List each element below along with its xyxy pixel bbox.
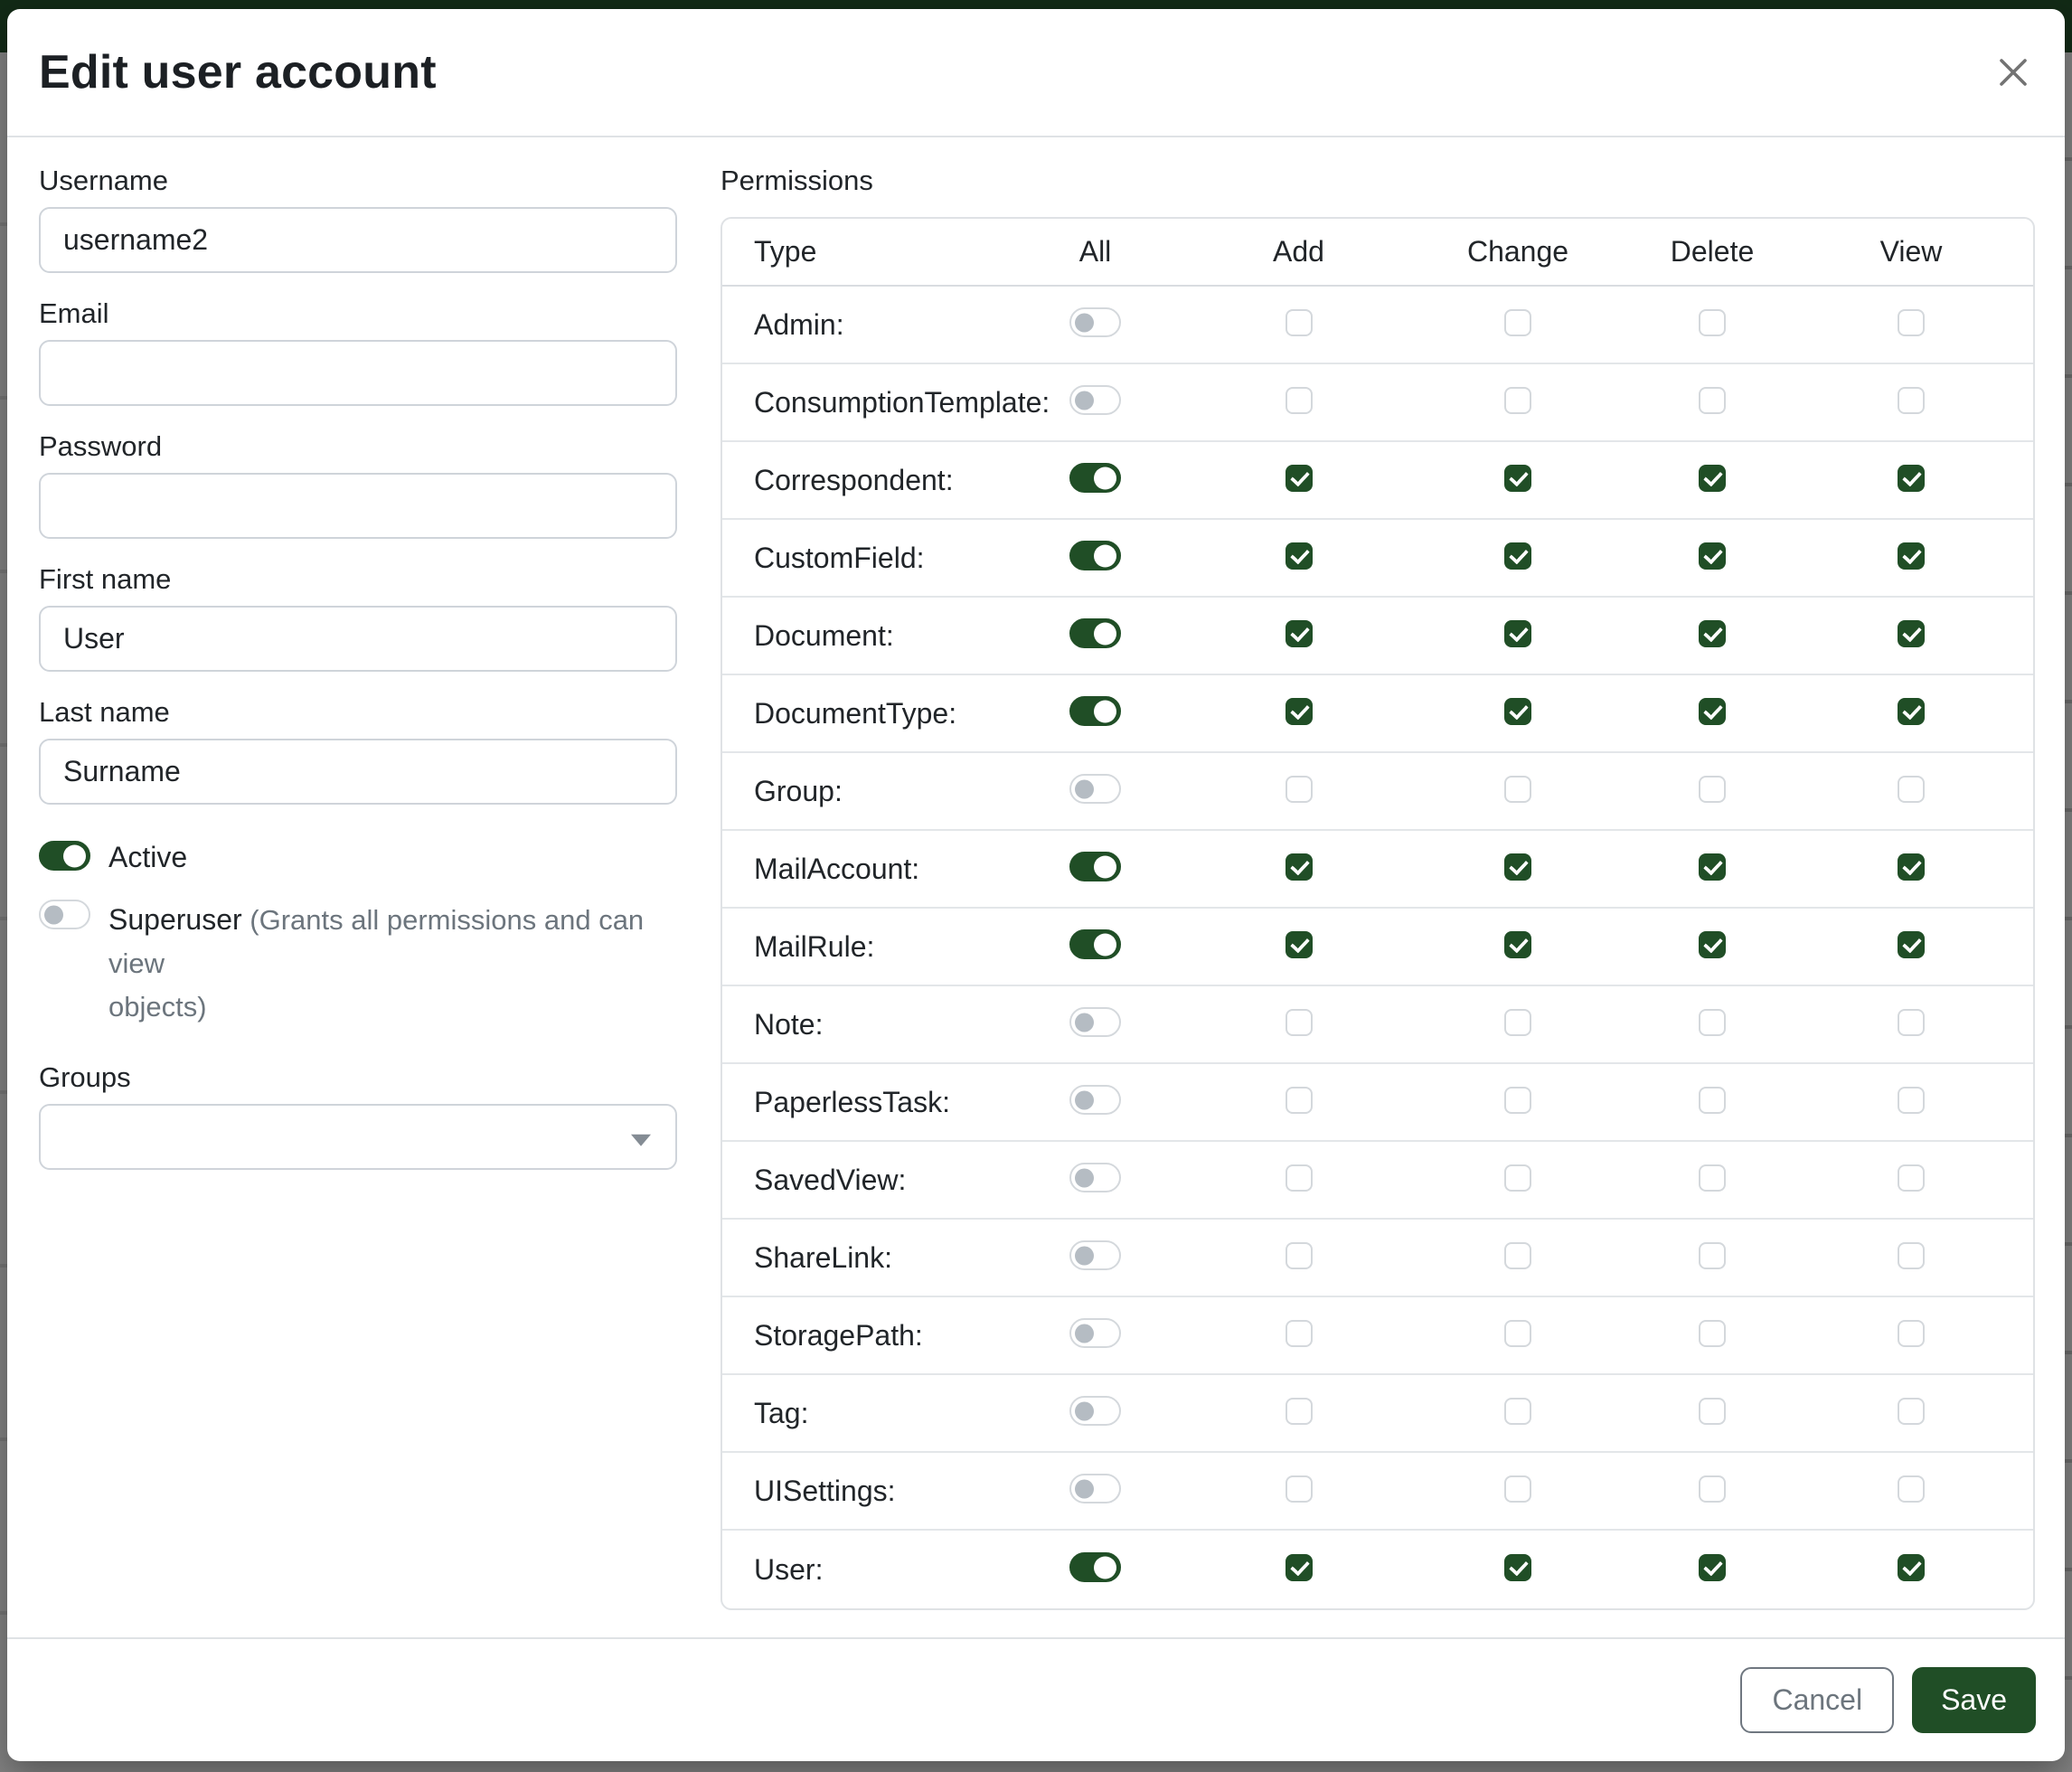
column-header-all: All [1078, 235, 1112, 268]
permission-row [722, 1064, 2033, 1142]
change-checkbox[interactable] [1504, 1009, 1531, 1036]
delete-checkbox[interactable] [1699, 1009, 1726, 1036]
chevron-down-icon [631, 1134, 651, 1145]
permission-row [722, 986, 2033, 1064]
active-row [39, 839, 677, 876]
last-name-field-group [39, 696, 677, 805]
change-checkbox[interactable] [1504, 620, 1531, 647]
edit-user-modal [7, 9, 2065, 1761]
permission-type-label: StoragePath: [754, 1318, 923, 1352]
view-checkbox[interactable] [1898, 542, 1925, 570]
email-field[interactable] [39, 340, 677, 406]
add-checkbox[interactable] [1286, 776, 1313, 803]
modal-header [7, 9, 2065, 137]
toggle-knob [1094, 700, 1116, 722]
delete-checkbox[interactable] [1699, 1554, 1726, 1581]
permission-type-label: Group: [754, 774, 843, 807]
view-checkbox[interactable] [1898, 698, 1925, 725]
permission-row [722, 1220, 2033, 1297]
permission-type-label: ConsumptionTemplate: [754, 385, 1050, 419]
all-toggle[interactable] [1069, 541, 1121, 570]
toggle-knob [1075, 1246, 1094, 1265]
toggle-knob [1075, 1168, 1094, 1187]
change-checkbox[interactable] [1504, 1475, 1531, 1503]
superuser-toggle[interactable] [39, 900, 90, 929]
permissions-header-row [722, 219, 2033, 287]
first-name-field-group [39, 563, 677, 672]
change-checkbox[interactable] [1504, 1398, 1531, 1425]
add-checkbox[interactable] [1286, 1164, 1313, 1192]
superuser-text [108, 898, 651, 1029]
active-toggle[interactable] [39, 841, 90, 871]
permission-row [722, 831, 2033, 909]
change-checkbox[interactable] [1504, 387, 1531, 414]
cancel-button[interactable]: Cancel [1740, 1667, 1894, 1733]
toggle-knob [63, 844, 86, 867]
groups-field-group [39, 1061, 677, 1170]
modal-footer [7, 1637, 2065, 1761]
permission-type-label: Document: [754, 618, 894, 652]
delete-checkbox[interactable] [1699, 1398, 1726, 1425]
permission-type-label: PaperlessTask: [754, 1085, 950, 1118]
add-checkbox[interactable] [1286, 1242, 1313, 1269]
all-toggle[interactable] [1069, 618, 1121, 648]
dimmed-page-left-strip [0, 52, 7, 1772]
password-field[interactable] [39, 473, 677, 539]
password-field-group [39, 430, 677, 539]
all-toggle[interactable] [1069, 1552, 1121, 1582]
view-checkbox[interactable] [1898, 1242, 1925, 1269]
delete-checkbox[interactable] [1699, 1320, 1726, 1347]
view-checkbox[interactable] [1898, 1320, 1925, 1347]
add-checkbox[interactable] [1286, 853, 1313, 881]
permission-type-label: Admin: [754, 307, 844, 341]
view-checkbox[interactable] [1898, 387, 1925, 414]
delete-checkbox[interactable] [1699, 1164, 1726, 1192]
delete-checkbox[interactable] [1699, 1242, 1726, 1269]
all-toggle[interactable] [1069, 696, 1121, 726]
view-checkbox[interactable] [1898, 776, 1925, 803]
permission-type-label: DocumentType: [754, 696, 957, 730]
add-checkbox[interactable] [1286, 1554, 1313, 1581]
toggle-knob [1075, 1401, 1094, 1420]
change-checkbox[interactable] [1504, 776, 1531, 803]
toggle-knob [1094, 1556, 1116, 1579]
permission-type-label: MailAccount: [754, 852, 920, 885]
all-toggle[interactable] [1069, 463, 1121, 493]
password-label: Password [39, 430, 163, 462]
toggle-knob [1094, 855, 1116, 878]
permission-row [722, 675, 2033, 753]
groups-label: Groups [39, 1061, 131, 1093]
permission-row [722, 1142, 2033, 1220]
add-checkbox[interactable] [1286, 1087, 1313, 1114]
toggle-knob [1075, 1013, 1094, 1032]
permission-row [722, 753, 2033, 831]
username-field-group [39, 165, 677, 273]
delete-checkbox[interactable] [1699, 1087, 1726, 1114]
superuser-note-line1: (Grants all permissions and can view [108, 904, 645, 979]
toggle-knob [1094, 622, 1116, 645]
save-button[interactable]: Save [1912, 1667, 2036, 1733]
close-icon[interactable] [1989, 48, 2038, 97]
add-checkbox[interactable] [1286, 1009, 1313, 1036]
view-checkbox[interactable] [1898, 1087, 1925, 1114]
all-toggle[interactable] [1069, 852, 1121, 881]
last-name-label: Last name [39, 696, 170, 728]
delete-checkbox[interactable] [1699, 465, 1726, 492]
permission-type-label: Tag: [754, 1396, 809, 1429]
add-checkbox[interactable] [1286, 1475, 1313, 1503]
permission-row [722, 287, 2033, 364]
modal-body [7, 137, 2065, 1637]
superuser-label: Superuser [108, 903, 242, 936]
email-label: Email [39, 297, 109, 329]
change-checkbox[interactable] [1504, 309, 1531, 336]
first-name-field[interactable] [39, 606, 677, 672]
permission-row [722, 520, 2033, 598]
all-toggle[interactable] [1069, 774, 1121, 804]
toggle-knob [1075, 779, 1094, 798]
permission-type-label: MailRule: [754, 929, 875, 963]
permissions-rows [722, 287, 2033, 1608]
change-checkbox[interactable] [1504, 1242, 1531, 1269]
add-checkbox[interactable] [1286, 309, 1313, 336]
username-input[interactable] [39, 207, 677, 273]
groups-select[interactable] [39, 1104, 677, 1170]
view-checkbox[interactable] [1898, 1164, 1925, 1192]
add-checkbox[interactable] [1286, 620, 1313, 647]
toggle-knob [1075, 1479, 1094, 1498]
all-toggle[interactable] [1069, 929, 1121, 959]
change-checkbox[interactable] [1504, 1087, 1531, 1114]
view-checkbox[interactable] [1898, 1475, 1925, 1503]
permission-type-label: Note: [754, 1007, 824, 1041]
toggle-knob [1094, 544, 1116, 567]
permission-type-label: UISettings: [754, 1474, 896, 1507]
change-checkbox[interactable] [1504, 698, 1531, 725]
email-field-group [39, 297, 677, 406]
change-checkbox[interactable] [1504, 853, 1531, 881]
view-checkbox[interactable] [1898, 465, 1925, 492]
delete-checkbox[interactable] [1699, 698, 1726, 725]
add-checkbox[interactable] [1286, 1398, 1313, 1425]
all-toggle[interactable] [1069, 1318, 1121, 1348]
permission-row [722, 598, 2033, 675]
delete-checkbox[interactable] [1699, 387, 1726, 414]
toggle-knob [1075, 1090, 1094, 1109]
username-label: Username [39, 165, 168, 196]
column-header-add: Add [1273, 235, 1324, 268]
all-toggle[interactable] [1069, 1240, 1121, 1270]
delete-checkbox[interactable] [1699, 776, 1726, 803]
view-checkbox[interactable] [1898, 1009, 1925, 1036]
toggle-knob [1094, 467, 1116, 489]
toggle-knob [1075, 391, 1094, 410]
add-checkbox[interactable] [1286, 698, 1313, 725]
all-toggle[interactable] [1069, 1396, 1121, 1426]
active-label: Active [108, 841, 188, 873]
delete-checkbox[interactable] [1699, 309, 1726, 336]
permission-row [722, 442, 2033, 520]
change-checkbox[interactable] [1504, 1320, 1531, 1347]
column-header-delete: Delete [1670, 235, 1755, 268]
permission-type-label: SavedView: [754, 1163, 907, 1196]
add-checkbox[interactable] [1286, 1320, 1313, 1347]
all-toggle[interactable] [1069, 1085, 1121, 1115]
all-toggle[interactable] [1069, 1163, 1121, 1192]
toggle-knob [1094, 933, 1116, 956]
add-checkbox[interactable] [1286, 931, 1313, 958]
permission-row [722, 364, 2033, 442]
delete-checkbox[interactable] [1699, 1475, 1726, 1503]
permission-row [722, 1375, 2033, 1453]
add-checkbox[interactable] [1286, 387, 1313, 414]
permission-row [722, 1453, 2033, 1531]
add-checkbox[interactable] [1286, 465, 1313, 492]
delete-checkbox[interactable] [1699, 542, 1726, 570]
modal-title: Edit user account [39, 46, 437, 99]
superuser-note-line2: objects) [108, 991, 207, 1023]
column-header-view: View [1879, 235, 1943, 268]
delete-checkbox[interactable] [1699, 931, 1726, 958]
permission-row [722, 1531, 2033, 1608]
last-name-field[interactable] [39, 739, 677, 805]
permission-row [722, 1297, 2033, 1375]
permissions-section [720, 165, 2035, 1637]
change-checkbox[interactable] [1504, 1554, 1531, 1581]
change-checkbox[interactable] [1504, 931, 1531, 958]
toggle-knob [44, 905, 63, 924]
permissions-label: Permissions [720, 165, 873, 196]
view-checkbox[interactable] [1898, 309, 1925, 336]
user-form [39, 165, 677, 1637]
all-toggle[interactable] [1069, 1007, 1121, 1037]
permission-type-label: Correspondent: [754, 463, 954, 496]
delete-checkbox[interactable] [1699, 620, 1726, 647]
view-checkbox[interactable] [1898, 620, 1925, 647]
permission-type-label: CustomField: [754, 541, 925, 574]
all-toggle[interactable] [1069, 385, 1121, 415]
change-checkbox[interactable] [1504, 465, 1531, 492]
view-checkbox[interactable] [1898, 1398, 1925, 1425]
all-toggle[interactable] [1069, 307, 1121, 337]
delete-checkbox[interactable] [1699, 853, 1726, 881]
toggle-knob [1075, 1324, 1094, 1343]
permissions-table [720, 217, 2035, 1610]
change-checkbox[interactable] [1504, 542, 1531, 570]
superuser-row [39, 898, 677, 1029]
permission-type-label: ShareLink: [754, 1240, 892, 1274]
view-checkbox[interactable] [1898, 853, 1925, 881]
column-header-change: Change [1466, 235, 1569, 268]
first-name-label: First name [39, 563, 172, 595]
change-checkbox[interactable] [1504, 1164, 1531, 1192]
view-checkbox[interactable] [1898, 1554, 1925, 1581]
add-checkbox[interactable] [1286, 542, 1313, 570]
permission-row [722, 909, 2033, 986]
toggle-knob [1075, 313, 1094, 332]
all-toggle[interactable] [1069, 1474, 1121, 1503]
column-header-type: Type [754, 235, 817, 268]
view-checkbox[interactable] [1898, 931, 1925, 958]
permission-type-label: User: [754, 1552, 824, 1586]
